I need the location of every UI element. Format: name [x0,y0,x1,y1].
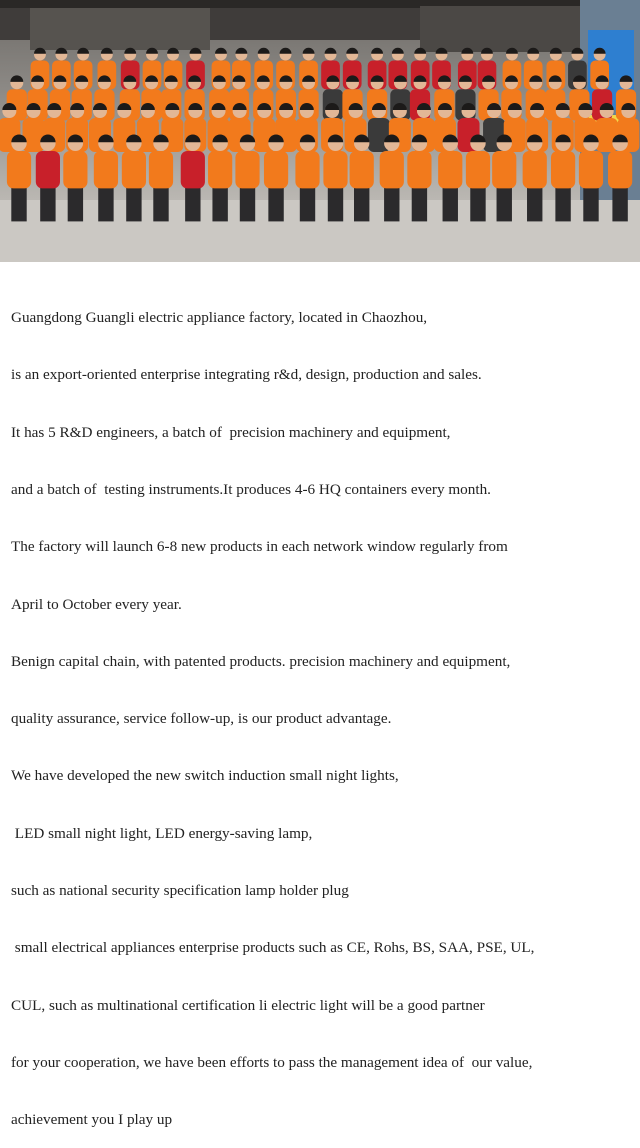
person-body [208,151,232,188]
person-body [323,151,347,188]
team-photo-illustration [0,0,640,262]
person-body [551,151,575,188]
person-hair [280,48,292,54]
person-body [94,151,118,188]
person-hair [346,48,358,54]
person-hair [325,48,337,54]
description-line: small electrical appliances enterprise products such as CE, Rohs, BS, SAA, PSE, UL, [11,939,535,957]
person-body [7,151,31,188]
person-body [63,151,87,188]
person-hair [215,48,227,54]
person-hair [392,48,404,54]
person-body [380,151,404,188]
person-body [407,151,431,188]
description-line: Guangdong Guangli electric appliance factory, located in Chaozhou, [11,309,428,327]
description-line: LED small night light, LED energy-saving lamp, [11,824,313,842]
factory-description [0,262,640,1148]
person-body [438,151,462,188]
person-body [122,151,146,188]
description-line: for your cooperation, we have been efforts to pass the management idea of our value, [11,1053,533,1071]
description-line: quality assurance, service follow-up, is our product advantage. [11,710,392,728]
description-line: We have developed the new switch induction small night lights, [11,767,399,785]
person-body [608,151,632,188]
description-line: April to October every year. [11,595,182,613]
person-body [350,151,374,188]
person-body [579,151,603,188]
description-line: and a batch of testing instruments.It produces 4-6 HQ containers every month. [11,481,491,499]
description-line: such as national security specification lamp holder plug [11,882,349,899]
person-body [523,151,547,188]
person-body [36,151,60,188]
person-body [264,151,288,188]
person-hair [303,48,315,54]
description-line: The factory will launch 6-8 new products in each network window regularly from [11,538,508,556]
person-hair [258,48,270,54]
person-hair [371,48,383,54]
description-line: Benign capital chain, with patented products. precision machinery and equipment, [11,652,511,670]
team-photo [0,0,640,262]
person-body [235,151,259,188]
description-line: achievement you I play up [11,1111,173,1129]
description-line: CUL, such as multinational certification li electric light will be a good partner [11,996,485,1014]
description-line: is an export-oriented enterprise integrating r&d, design, production and sales. [11,366,482,384]
person-body [181,151,205,188]
description-line: It has 5 R&D engineers, a batch of precision machinery and equipment, [11,423,451,441]
person-body [295,151,319,188]
person-hair [235,48,247,54]
person-body [466,151,490,188]
person-body [149,151,173,188]
person-hair [10,75,23,81]
person-body [492,151,516,188]
